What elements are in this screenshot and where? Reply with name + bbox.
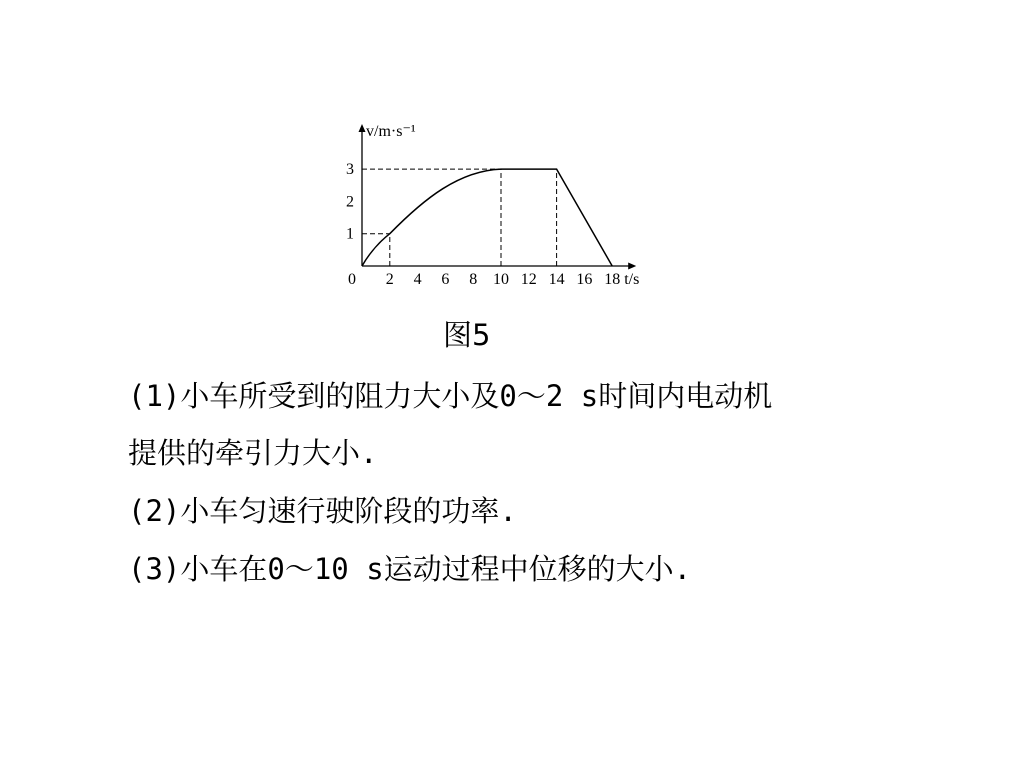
velocity-series [362,169,612,266]
velocity-time-chart [330,118,660,293]
y-tick-label: 3 [346,161,354,179]
x-tick-label: 18 [604,271,621,288]
y-tick-label: 2 [346,193,354,211]
figure-caption: 图5 [443,318,491,352]
x-tick-label: 12 [520,271,537,288]
x-tick-label: 0 [348,271,356,288]
x-tick-label: 16 [576,271,593,288]
reference-lines [362,169,557,266]
x-tick-label: 4 [413,271,422,288]
x-tick-label: 14 [548,271,565,288]
x-tick-label: 8 [469,271,478,288]
x-axis-arrow [628,263,636,270]
chart-axes [359,124,637,270]
velocity-line [362,169,612,266]
question-1-line-1: (1)小车所受到的阻力大小及0～2 s时间内电动机 [128,379,773,413]
x-tick-label: 2 [385,271,394,288]
question-2: (2)小车匀速行驶阶段的功率. [128,494,517,528]
question-1-line-2: 提供的牵引力大小. [128,436,378,470]
x-axis-label: t/s [624,271,640,288]
y-axis-arrow [359,124,366,132]
x-tick-label: 6 [441,271,450,288]
question-3: (3)小车在0～10 s运动过程中位移的大小. [128,552,692,586]
y-axis-label: v/m·s⁻¹ [366,123,416,140]
y-tick-label: 1 [346,225,354,243]
x-tick-label: 10 [493,271,509,288]
